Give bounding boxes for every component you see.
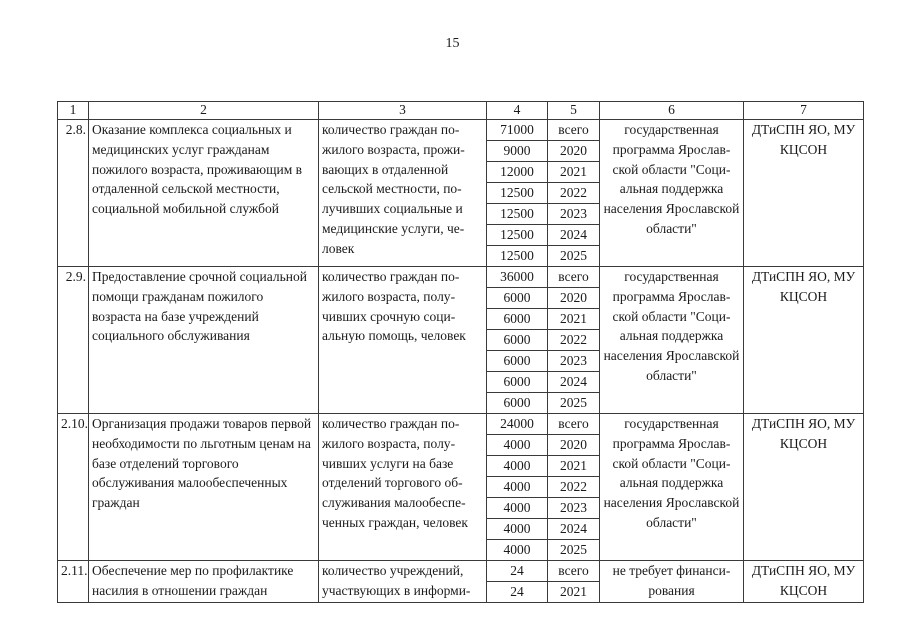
indicator-value: 12500 xyxy=(487,246,548,267)
indicator-value: 4000 xyxy=(487,498,548,519)
indicator-year: 2021 xyxy=(548,582,600,603)
indicator-description: количество граждан пожилого возраста, получивших услуги на базе отделений торгового обслуживания малообеспеченных граждан, человек xyxy=(319,414,487,561)
indicator-value: 4000 xyxy=(487,477,548,498)
page-number: 15 xyxy=(445,36,460,51)
indicator-value: 24000 xyxy=(487,414,548,435)
executor: ДТиСПН ЯО, МУ КЦСОН xyxy=(744,120,864,267)
column-header: 1 xyxy=(58,102,89,120)
event-description: Предоставление срочной социальной помощи гражданам пожилого возраста на базе учреждений социального обслуживания xyxy=(89,267,319,414)
indicator-year: 2025 xyxy=(548,540,600,561)
event-description: Организация продажи товаров первой необходимости по льготным ценам на базе отделений торгового обслуживания малообеспеченных граждан xyxy=(89,414,319,561)
indicator-value: 6000 xyxy=(487,330,548,351)
indicator-year: 2025 xyxy=(548,393,600,414)
executor: ДТиСПН ЯО, МУ КЦСОН xyxy=(744,561,864,603)
indicator-year: 2024 xyxy=(548,519,600,540)
indicator-description: количество учреждений, участвующих в информи- xyxy=(319,561,487,603)
indicator-value: 4000 xyxy=(487,456,548,477)
indicator-value: 6000 xyxy=(487,288,548,309)
executor: ДТиСПН ЯО, МУ КЦСОН xyxy=(744,414,864,561)
indicator-value: 36000 xyxy=(487,267,548,288)
table-row xyxy=(58,120,864,141)
column-header: 4 xyxy=(487,102,548,120)
event-description: Обеспечение мер по профилактике насилия в отношении граждан xyxy=(89,561,319,603)
funding-source: не требует финансирования xyxy=(600,561,744,603)
indicator-year: 2020 xyxy=(548,288,600,309)
indicator-value: 4000 xyxy=(487,540,548,561)
indicator-year: 2020 xyxy=(548,141,600,162)
indicator-description: количество граждан пожилого возраста, получивших срочную социальную помощь, человек xyxy=(319,267,487,414)
funding-source: государственная программа Ярославской области "Социальная поддержка населения Ярославской области" xyxy=(600,120,744,267)
indicator-value: 6000 xyxy=(487,309,548,330)
indicator-year: 2023 xyxy=(548,498,600,519)
column-header: 5 xyxy=(548,102,600,120)
indicator-year: 2021 xyxy=(548,162,600,183)
indicator-year: всего xyxy=(548,120,600,141)
table-row xyxy=(58,561,864,582)
indicator-year: 2021 xyxy=(548,309,600,330)
indicator-year: 2023 xyxy=(548,204,600,225)
executor: ДТиСПН ЯО, МУ КЦСОН xyxy=(744,267,864,414)
indicator-year: 2022 xyxy=(548,477,600,498)
indicator-value: 4000 xyxy=(487,435,548,456)
indicator-value: 71000 xyxy=(487,120,548,141)
indicator-year: 2025 xyxy=(548,246,600,267)
indicator-value: 6000 xyxy=(487,372,548,393)
indicator-value: 24 xyxy=(487,561,548,582)
indicator-year: 2023 xyxy=(548,351,600,372)
indicator-year: 2020 xyxy=(548,435,600,456)
funding-source: государственная программа Ярославской области "Социальная поддержка населения Ярославской области" xyxy=(600,414,744,561)
column-header: 6 xyxy=(600,102,744,120)
indicator-year: всего xyxy=(548,414,600,435)
indicator-value: 9000 xyxy=(487,141,548,162)
indicator-description: количество граждан пожилого возраста, проживающих в отдаленной сельской местности, получивших социальные и медицинские услуги, человек xyxy=(319,120,487,267)
indicator-value: 12500 xyxy=(487,225,548,246)
table-row xyxy=(58,414,864,435)
indicator-year: 2024 xyxy=(548,372,600,393)
table-row xyxy=(58,267,864,288)
event-description: Оказание комплекса социальных и медицинских услуг гражданам пожилого возраста, проживающим в отдаленной сельской местности, социальной мобильной службой xyxy=(89,120,319,267)
row-number: 2.11. xyxy=(58,561,89,603)
program-table xyxy=(57,101,864,603)
row-number: 2.9. xyxy=(58,267,89,414)
indicator-value: 12500 xyxy=(487,183,548,204)
column-header: 7 xyxy=(744,102,864,120)
row-number: 2.8. xyxy=(58,120,89,267)
header-row xyxy=(58,102,864,120)
indicator-year: всего xyxy=(548,561,600,582)
indicator-value: 12500 xyxy=(487,204,548,225)
indicator-year: 2021 xyxy=(548,456,600,477)
column-header: 3 xyxy=(319,102,487,120)
indicator-year: 2024 xyxy=(548,225,600,246)
indicator-value: 24 xyxy=(487,582,548,603)
indicator-value: 12000 xyxy=(487,162,548,183)
indicator-year: всего xyxy=(548,267,600,288)
funding-source: государственная программа Ярославской области "Социальная поддержка населения Ярославской области" xyxy=(600,267,744,414)
indicator-year: 2022 xyxy=(548,183,600,204)
indicator-value: 4000 xyxy=(487,519,548,540)
row-number: 2.10. xyxy=(58,414,89,561)
column-header: 2 xyxy=(89,102,319,120)
indicator-value: 6000 xyxy=(487,351,548,372)
indicator-year: 2022 xyxy=(548,330,600,351)
indicator-value: 6000 xyxy=(487,393,548,414)
